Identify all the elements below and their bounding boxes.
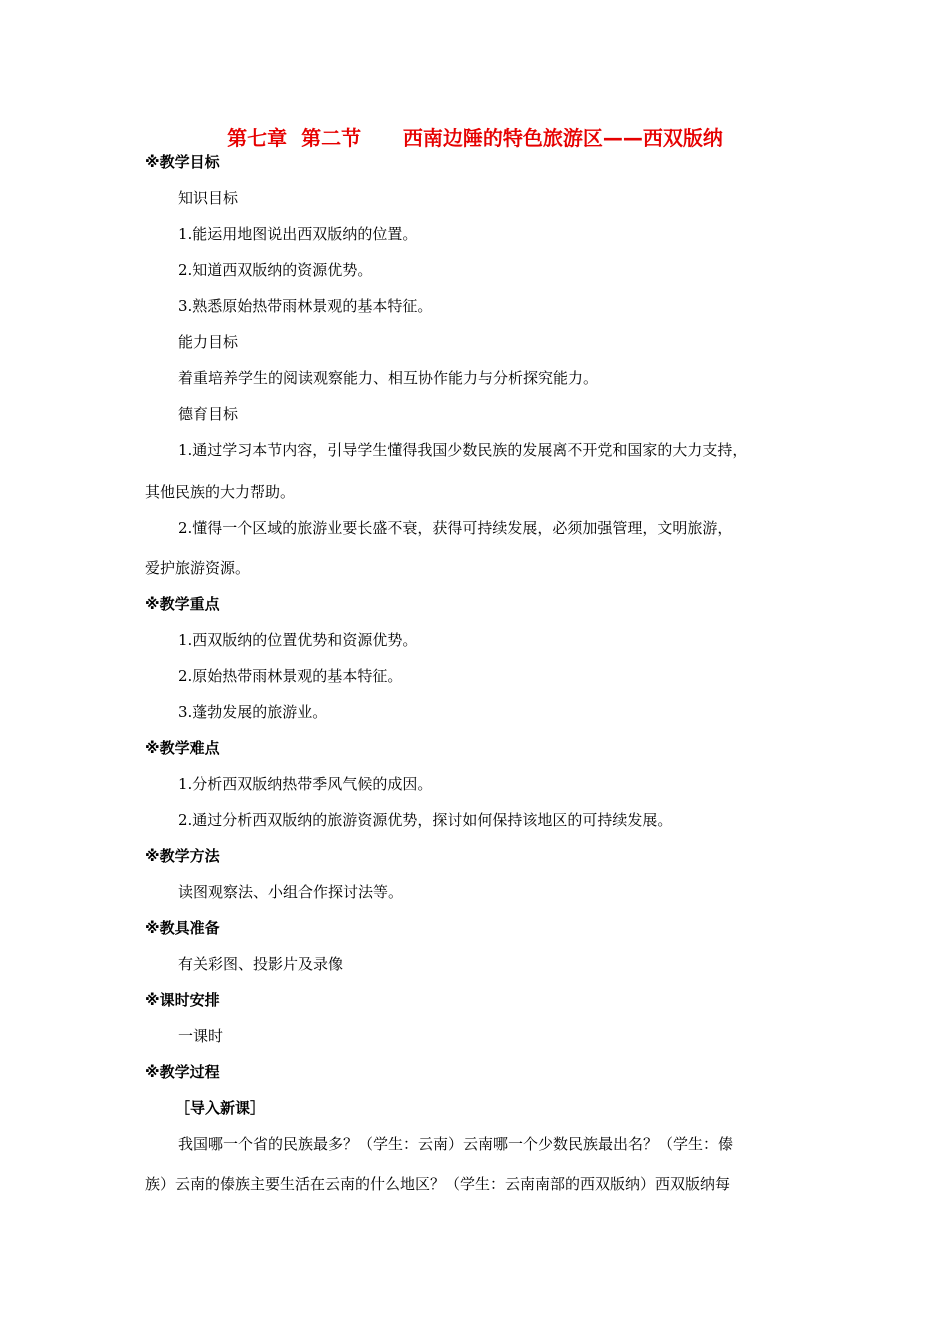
ability-goals-label: 能力目标 (178, 333, 239, 351)
process-paragraph-line-2: 族）云南的傣族主要生活在云南的什么地区？（学生：云南南部的西双版纳）西双版纳每 (145, 1175, 731, 1193)
knowledge-goal-item: 2.知道西双版纳的资源优势。 (178, 261, 373, 279)
knowledge-goal-item: 1.能运用地图说出西双版纳的位置。 (178, 225, 418, 243)
key-point-item: 3.蓬勃发展的旅游业。 (178, 703, 328, 721)
difficulty-item: 1.分析西双版纳热带季风气候的成因。 (178, 775, 433, 793)
difficulty-item: 2.通过分析西双版纳的旅游资源优势，探讨如何保持该地区的可持续发展。 (178, 811, 673, 829)
section-heading-schedule: ※课时安排 (145, 991, 220, 1009)
process-paragraph-line-1: 我国哪一个省的民族最多？（学生：云南）云南哪一个少数民族最出名？（学生：傣 (178, 1135, 734, 1153)
intro-sub-heading: ［导入新课］ (175, 1099, 266, 1117)
section-heading-process: ※教学过程 (145, 1063, 220, 1081)
key-point-item: 2.原始热带雨林景观的基本特征。 (178, 667, 403, 685)
schedule-text: 一课时 (178, 1027, 224, 1045)
methods-text: 读图观察法、小组合作探讨法等。 (178, 883, 404, 901)
section-heading-methods: ※教学方法 (145, 847, 220, 865)
section-heading-goals: ※教学目标 (145, 153, 220, 171)
moral-goal-item-2: 2.懂得一个区域的旅游业要长盛不衰，获得可持续发展，必须加强管理，文明旅游， (178, 519, 733, 537)
section-heading-difficulties: ※教学难点 (145, 739, 220, 757)
knowledge-goals-label: 知识目标 (178, 189, 239, 207)
moral-goal-item-2-cont: 爱护旅游资源。 (145, 559, 251, 577)
moral-goal-item-1-cont: 其他民族的大力帮助。 (145, 483, 296, 501)
knowledge-goal-item: 3.熟悉原始热带雨林景观的基本特征。 (178, 297, 433, 315)
tools-text: 有关彩图、投影片及录像 (178, 955, 344, 973)
ability-goal-text: 着重培养学生的阅读观察能力、相互协作能力与分析探究能力。 (178, 369, 599, 387)
section-heading-key-points: ※教学重点 (145, 595, 220, 613)
moral-goal-item-1: 1.通过学习本节内容，引导学生懂得我国少数民族的发展离不开党和国家的大力支持， (178, 441, 748, 459)
key-point-item: 1.西双版纳的位置优势和资源优势。 (178, 631, 418, 649)
page-title: 第七章 第二节 西南边陲的特色旅游区——西双版纳 (227, 126, 723, 150)
moral-goals-label: 德育目标 (178, 405, 239, 423)
section-heading-tools: ※教具准备 (145, 919, 220, 937)
